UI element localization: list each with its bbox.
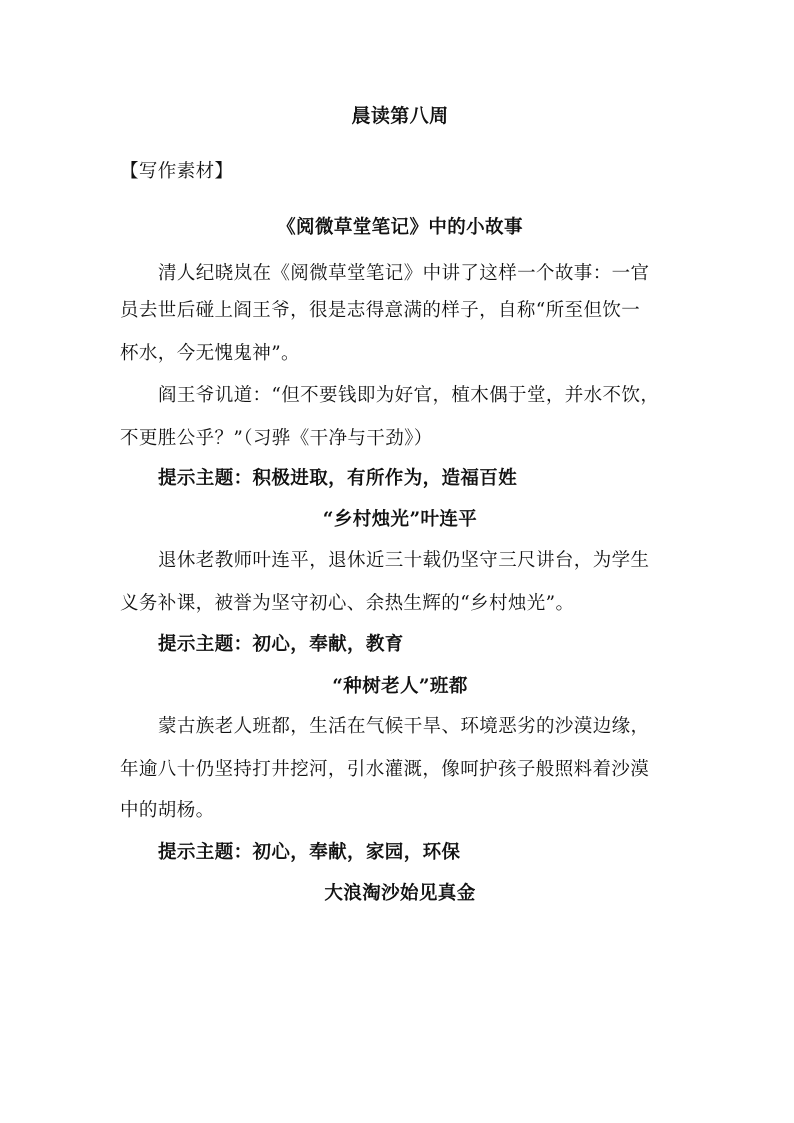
paragraph-line: 退休老教师叶连平，退休近三十载仍坚守三尺讲台，为学生	[158, 550, 650, 571]
paragraph-line: 员去世后碰上阎王爷，很是志得意满的样子，自称“所至但饮一	[120, 300, 641, 321]
story-heading: “种树老人”班都	[332, 676, 468, 697]
paragraph-line: 年逾八十仍坚持打井挖河，引水灌溉，像呵护孩子般照料着沙漠	[120, 759, 650, 780]
paragraph-line: 中的胡杨。	[120, 800, 215, 821]
paragraph-line: 杯水，今无愧鬼神”。	[120, 343, 300, 364]
page-title: 晨读第八周	[351, 105, 449, 127]
paragraph-line: 蒙古族老人班都，生活在气候干旱、环境恶劣的沙漠边缘，	[158, 716, 650, 737]
story-heading: “乡村烛光”叶连平	[322, 509, 478, 530]
paragraph-line: 不更胜公乎？”（习骅《干净与干劲》）	[120, 428, 433, 449]
section-label: 【写作素材】	[120, 161, 234, 182]
paragraph-line: 义务补课，被誉为坚守初心、余热生辉的“乡村烛光”。	[120, 593, 575, 614]
paragraph-line: 清人纪晓岚在《阅微草堂笔记》中讲了这样一个故事：一官	[158, 263, 650, 284]
story-heading: 大浪淘沙始见真金	[324, 883, 476, 904]
theme-line: 提示主题：初心，奉献，教育	[158, 634, 404, 655]
story-heading: 《阅微草堂笔记》中的小故事	[277, 217, 523, 238]
theme-line: 提示主题：初心，奉献，家园，环保	[158, 842, 461, 863]
paragraph-line: 阎王爷讥道：“但不要钱即为好官，植木偶于堂，并水不饮，	[158, 385, 660, 406]
theme-line: 提示主题：积极进取，有所作为，造福百姓	[158, 468, 518, 489]
